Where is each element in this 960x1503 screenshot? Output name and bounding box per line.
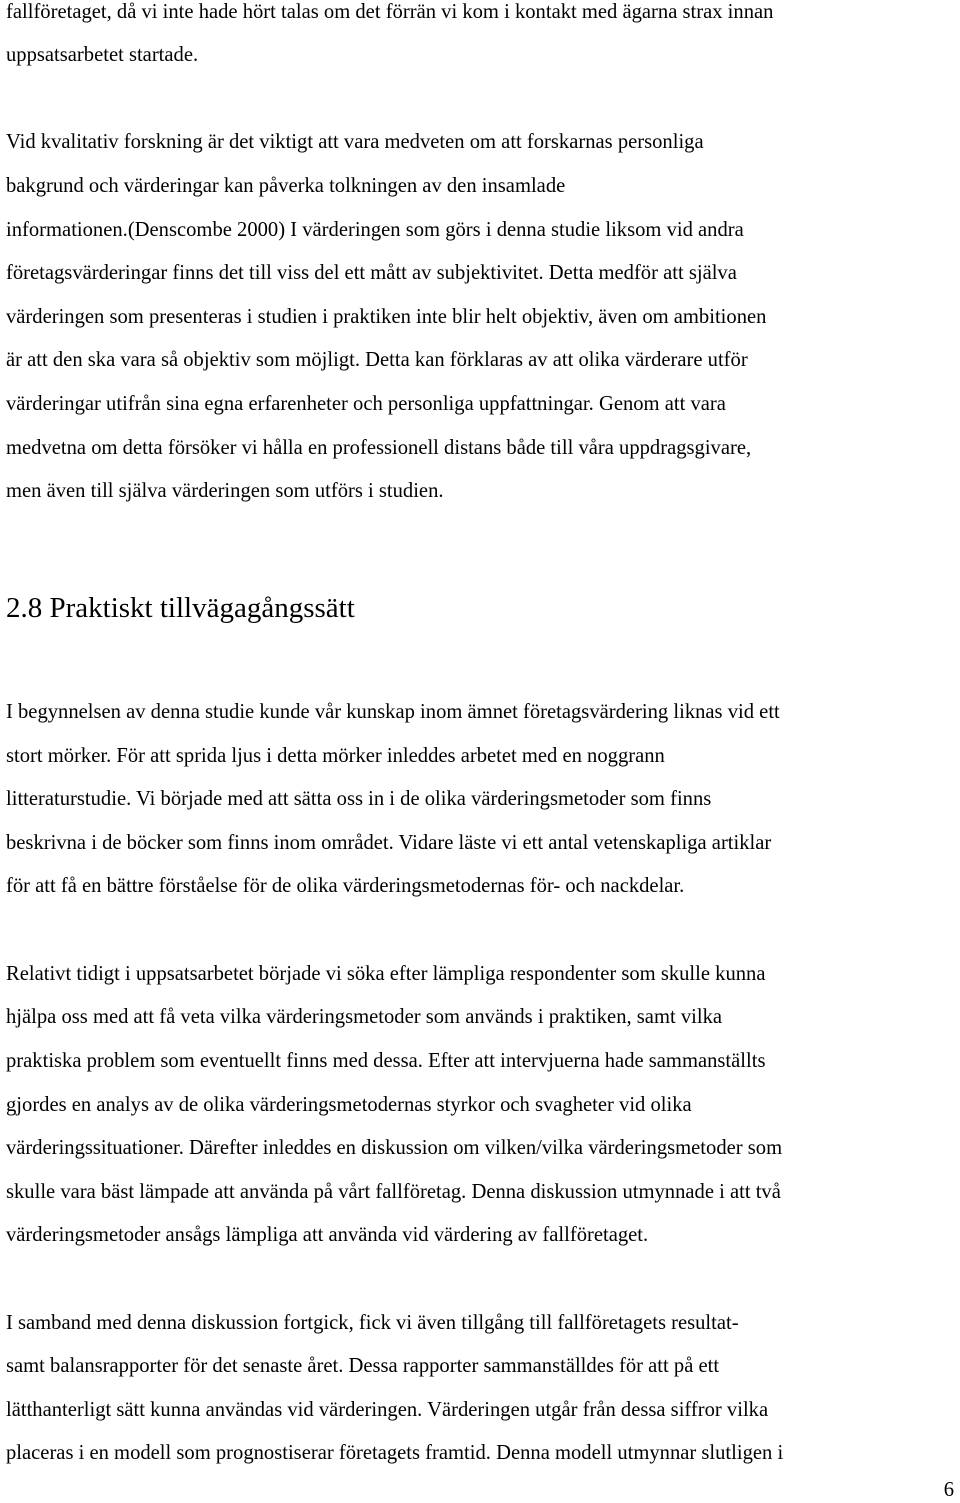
text-line: är att den ska vara så objektiv som möjligt. Detta kan förklaras av att olika värderare utför [6, 349, 748, 371]
page-number: 6 [943, 1479, 954, 1501]
text-line: värderingar utifrån sina egna erfarenheter och personliga uppfattningar. Genom att vara [6, 393, 726, 415]
text-line: men även till själva värderingen som utförs i studien. [6, 480, 444, 502]
text-line: medvetna om detta försöker vi hålla en professionell distans både till våra uppdragsgivare, [6, 437, 752, 459]
text-line: för att få en bättre förståelse för de olika värderingsmetodernas för- och nackdelar. [6, 875, 685, 897]
text-line: fallföretaget, då vi inte hade hört talas om det förrän vi kom i kontakt med ägarna strax innan [6, 1, 774, 23]
section-heading: 2.8 Praktiskt tillvägagångssätt [6, 592, 355, 624]
text-line: stort mörker. För att sprida ljus i detta mörker inleddes arbetet med en noggrann [6, 745, 665, 767]
text-line: litteraturstudie. Vi började med att sätta oss in i de olika värderingsmetoder som finns [6, 788, 712, 810]
text-line: lätthanterligt sätt kunna användas vid värderingen. Värderingen utgår från dessa siffror vilka [6, 1399, 769, 1421]
text-line: I begynnelsen av denna studie kunde vår kunskap inom ämnet företagsvärdering liknas vid ett [6, 701, 780, 723]
text-line: informationen.(Denscombe 2000) I värderingen som görs i denna studie liksom vid andra [6, 219, 744, 241]
text-line: bakgrund och värderingar kan påverka tolkningen av den insamlade [6, 175, 566, 197]
text-line: värderingssituationer. Därefter inleddes en diskussion om vilken/vilka värderingsmetoder som [6, 1137, 783, 1159]
text-line: hjälpa oss med att få veta vilka värderingsmetoder som används i praktiken, samt vilka [6, 1006, 723, 1028]
text-line: I samband med denna diskussion fortgick, fick vi även tillgång till fallföretagets resultat- [6, 1312, 739, 1334]
text-line: uppsatsarbetet startade. [6, 44, 199, 66]
text-line: gjordes en analys av de olika värderingsmetodernas styrkor och svagheter vid olika [6, 1094, 692, 1116]
text-line: skulle vara bäst lämpade att använda på vårt fallföretag. Denna diskussion utmynnade i att två [6, 1181, 781, 1203]
text-line: praktiska problem som eventuellt finns med dessa. Efter att intervjuerna hade sammanställts [6, 1050, 766, 1072]
text-line: samt balansrapporter för det senaste året. Dessa rapporter sammanställdes för att på ett [6, 1355, 720, 1377]
text-line: värderingsmetoder ansågs lämpliga att använda vid värdering av fallföretaget. [6, 1224, 649, 1246]
text-line: företagsvärderingar finns det till viss del ett mått av subjektivitet. Detta medför att själva [6, 262, 737, 284]
text-line: placeras i en modell som prognostiserar företagets framtid. Denna modell utmynnar slutligen i [6, 1442, 784, 1464]
text-line: Vid kvalitativ forskning är det viktigt att vara medveten om att forskarnas personliga [6, 131, 704, 153]
text-line: värderingen som presenteras i studien i praktiken inte blir helt objektiv, även om ambitionen [6, 306, 767, 328]
text-line: Relativt tidigt i uppsatsarbetet började vi söka efter lämpliga respondenter som skulle kunna [6, 963, 766, 985]
text-line: beskrivna i de böcker som finns inom området. Vidare läste vi ett antal vetenskapliga artiklar [6, 832, 772, 854]
